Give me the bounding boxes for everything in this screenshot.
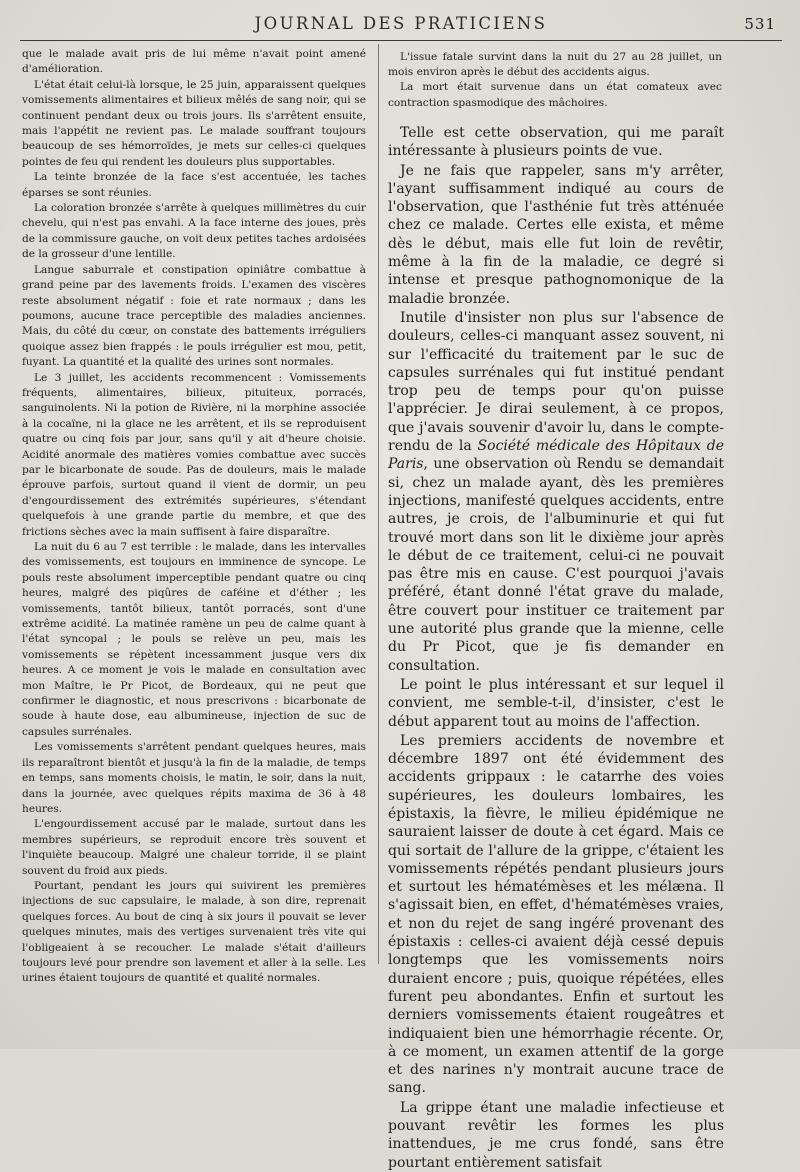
right-column-commentary bbox=[388, 124, 724, 1172]
paragraph: L'engourdissement accusé par le malade, surtout dans les membres supérieurs, se reproduit encore très souvent et l'inquiète beaucoup. Malgré une chaleur torride, il se plaint souvent du froid aux pieds. bbox=[22, 818, 366, 877]
paragraph: Pourtant, pendant les jours qui suivirent les premières injections de suc capsulaire, le malade, à son dire, reprenait quelques forces. Au bout de cinq à six jours il pouvait se lever quelques minutes, mais des vertiges survenaient très vite qui l'obligeaient à se recoucher. Le malade s'était d'ailleurs toujours levé pour prendre son lavement et aller à la selle. Les urines étaient toujours de quantité et qualité normales. bbox=[22, 879, 366, 985]
paragraph: La mort était survenue dans un état comateux avec contraction spasmodique des mâchoires. bbox=[388, 81, 722, 109]
running-title: JOURNAL DES PRATICIENS bbox=[254, 14, 548, 33]
paragraph: que le malade avait pris de lui même n'avait point amené d'amélioration. bbox=[22, 48, 366, 76]
paragraph: Le point le plus intéressant et sur lequel il convient, me semble-t-il, d'insister, c'est le début apparent tout au moins de l'affection. bbox=[388, 676, 724, 730]
paragraph bbox=[388, 309, 724, 675]
paragraph: La teinte bronzée de la face s'est accentuée, les taches éparses se sont réunies. bbox=[22, 171, 366, 199]
paragraph: La grippe étant une maladie infectieuse et pouvant revêtir les formes les plus inattendues, je me crus fondé, sans être pourtant entièrement satisfait bbox=[388, 1099, 724, 1171]
page-number: 531 bbox=[744, 15, 776, 33]
paragraph: Je ne fais que rappeler, sans m'y arrêter, l'ayant suffisamment indiqué au cours de l'observation, que l'asthénie fut très atténuée chez ce malade. Certes elle exista, et même dès le début, mais elle fut loin de revêtir, même à la fin de la maladie, ce degré si intense et presque pathognomonique de la maladie bronzée. bbox=[388, 162, 724, 307]
paragraph-text: , une observation où Rendu se demandait si, chez un malade ayant, dès les premières injections, manifesté quelques accidents, entre autres, je crois, de l'albuminurie et qui fut trouvé mort dans son lit le dixième jour après le début de ce traitement, celui-ci ne pouvait pas être mis en cause. C'est pourquoi j'avais préféré, étant donné l'état grave du malade, être couvert pour instituer ce traitement par une autorité plus grande que la mienne, celle du Pr Picot, que je fis demander en consultation. bbox=[388, 456, 724, 674]
paragraph: L'état était celui-là lorsque, le 25 juin, apparaissent quelques vomissements alimentaires et bilieux mêlés de sang noir, qui se continuent pendant deux ou trois jours. Ils s'arrêtent ensuite, mais l'appétit ne revient pas. Le malade souffrant toujours beaucoup de ses hémorroïdes, je mets sur celles-ci quelques pointes de feu qui rendent les douleurs plus supportables. bbox=[22, 78, 366, 168]
society-name: Société médicale des Hôpitaux de Paris bbox=[388, 438, 724, 473]
paragraph-text: Inutile d'insister non plus sur l'absence de douleurs, celles-ci manquant assez souvent, ni sur l'efficacité du traitement par le suc de capsules surrénales qui fut institué pendant trop peu de temps pour qu'on puisse l'apprécier. Je dirai seulement, à ce propos, que j'avais souvenir d'avoir lu, dans le compte-rendu de la bbox=[388, 309, 724, 455]
paragraph: Les premiers accidents de novembre et décembre 1897 ont été évidemment des accidents grippaux : le catarrhe des voies supérieures, les douleurs lombaires, les épistaxis, la fièvre, le milieu épidémique ne sauraient laisser de doute à cet égard. Mais ce qui sortait de l'allure de la grippe, c'étaient les vomissements répétés pendant plusieurs jours et surtout les hématémèses et les mélæna. Il s'agissait bien, en effet, d'hématémèses vraies, et non du rejet de sang ingéré provenant des épistaxis : celles-ci avaient déjà cessé depuis longtemps que les vomissements noirs duraient encore ; puis, quoique répétées, elles furent peu abondantes. Enfin et surtout les derniers vomissements étaient rougeâtres et indiquaient bien une hémorrhagie récente. Or, à ce moment, un examen attentif de la gorge et des narines n'y montrait aucune trace de sang. bbox=[388, 732, 724, 1097]
paragraph: Le 3 juillet, les accidents recommencent : Vomissements fréquents, alimentaires, bilieux, pituiteux, porracés, sanguinolents. Ni la potion de Rivière, ni la morphine associée à la cocaïne, ni la glace ne les arrêtent, et ils se reproduisent quatre ou cinq fois par jour, sans qu'il y ait d'heure choisie. Acidité anormale des matières vomies combattue avec succès par le bicarbonate de soude. Pas de douleurs, mais le malade éprouve parfois, surtout quand il vient de dormir, un peu d'engourdissement des extrémités supérieures, s'étendant quelquefois à une grande partie du membre, et que des frictions sèches avec la main suffisent à faire disparaître. bbox=[22, 371, 366, 538]
paragraph: Les vomissements s'arrêtent pendant quelques heures, mais ils reparaîtront bientôt et jusqu'à la fin de la maladie, de temps en temps, sans moments choisis, le matin, le soir, dans la nuit, dans la journée, avec quelques répits maxima de 36 à 48 heures. bbox=[22, 741, 366, 815]
paragraph: Telle est cette observation, qui me paraît intéressante à plusieurs points de vue. bbox=[388, 125, 724, 160]
right-column-observation-end bbox=[388, 50, 722, 111]
paragraph: L'issue fatale survint dans la nuit du 27 au 28 juillet, un mois environ après le début des accidents aigus. bbox=[388, 51, 722, 79]
left-column bbox=[22, 47, 366, 987]
page-header bbox=[20, 8, 782, 38]
paragraph: La nuit du 6 au 7 est terrible : le malade, dans les intervalles des vomissements, est toujours en imminence de syncope. Le pouls reste absolument imperceptible pendant quatre ou cinq heures, malgré des piqûres de caféine et d'éther ; les vomissements, tantôt bilieux, tantôt porracés, sont d'une extrême acidité. La matinée ramène un peu de calme quant à l'état syncopal ; le pouls se relève un peu, mais les vomissements se répètent incessamment jusque vers dix heures. A ce moment je vois le malade en consultation avec mon Maître, le Pr Picot, de Bordeaux, qui ne peut que confirmer le diagnostic, et nous prescrivons : bicarbonate de soude à haute dose, eau albumineuse, injection de suc de capsules surrénales. bbox=[22, 541, 366, 738]
paragraph: La coloration bronzée s'arrête à quelques millimètres du cuir chevelu, qui n'est pas envahi. A la face interne des joues, près de la commissure gauche, on voit deux petites taches ardoisées de la grosseur d'une lentille. bbox=[22, 202, 366, 261]
header-rule bbox=[20, 40, 782, 41]
paragraph: Langue saburrale et constipation opiniâtre combattue à grand peine par des lavements froids. L'examen des viscères reste absolument négatif : foie et rate normaux ; dans les poumons, aucune trace perceptible des maladies anciennes. Mais, du côté du cœur, on constate des battements irréguliers quoique assez bien frappés : le pouls irrégulier est mou, petit, fuyant. La quantité et la qualité des urines sont normales. bbox=[22, 263, 366, 369]
column-divider bbox=[378, 44, 379, 964]
